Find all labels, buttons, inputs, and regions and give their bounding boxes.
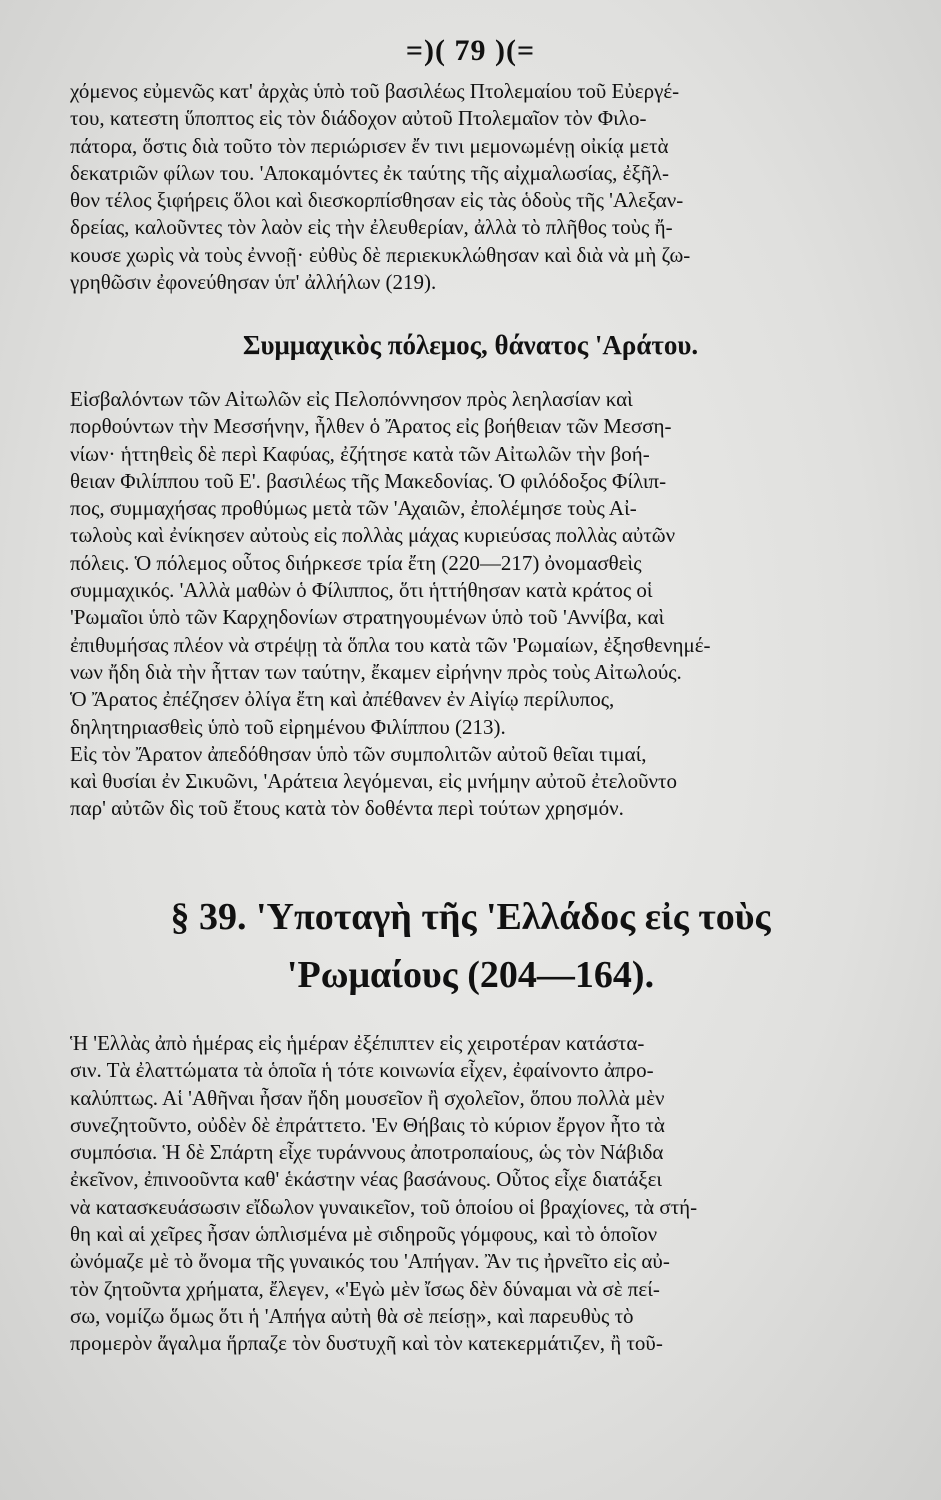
paragraph-2	[70, 386, 874, 823]
paragraph-3	[70, 1030, 874, 1358]
text-line: προμερὸν ἄγαλμα ἥρπαζε τὸν δυστυχῆ καὶ τὸν κατεκερμάτιζεν, ἢ τοῦ-	[70, 1331, 663, 1356]
text-line: νων ἤδη διὰ τὴν ἧτταν των ταύτην, ἔκαμεν εἰρήνην πρὸς τοὺς Αἰτωλούς.	[70, 659, 682, 684]
text-line: νίων· ἡττηθεὶς δὲ περὶ Καφύας, ἐζήτησε κατὰ τῶν Αἰτωλῶν τὴν βοή-	[70, 441, 650, 466]
text-line: πορθούντων τὴν Μεσσήνην, ἦλθεν ὁ Ἄρατος εἰς βοήθειαν τῶν Μεσση-	[70, 414, 672, 439]
text-line: Ὁ Ἄρατος ἐπέζησεν ὀλίγα ἔτη καὶ ἀπέθανεν ἐν Αἰγίῳ περίλυπος,	[70, 687, 615, 712]
text-line: πάτορα, ὅστις διὰ τοῦτο τὸν περιώρισεν ἔν τινι μεμονωμένῃ οἰκίᾳ μετὰ	[70, 133, 669, 158]
text-line: 'Ρωμαῖοι ὑπὸ τῶν Καρχηδονίων στρατηγουμένων ὑπὸ τοῦ 'Αννίβα, καὶ	[70, 605, 665, 630]
text-line: του, κατεστη ὕποπτος εἰς τὸν διάδοχον αὐτοῦ Πτολεμαῖον τὸν Φιλο-	[70, 106, 647, 131]
text-line: Ἡ 'Ελλὰς ἀπὸ ἡμέρας εἰς ἡμέραν ἐξέπιπτεν εἰς χειροτέραν κατάστα-	[70, 1031, 645, 1055]
text-line: σω, νομίζω ὅμως ὅτι ἡ 'Απήγα αὐτὴ θὰ σὲ πείσῃ», καὶ παρευθὺς τὸ	[70, 1303, 634, 1328]
text-line: καλύπτως. Αἱ 'Αθῆναι ἦσαν ἤδη μουσεῖον ἢ σχολεῖον, ὅπου πολλὰ μὲν	[70, 1085, 665, 1110]
text-line: ἐκεῖνον, ἐπινοοῦντα καθ' ἑκάστην νέας βασάνους. Οὗτος εἶχε διατάξει	[70, 1167, 663, 1192]
text-line: δεκατριῶν φίλων του. 'Αποκαμόντες ἐκ ταύτης τῆς αἰχμαλωσίας, ἐξῆλ-	[70, 160, 669, 185]
text-line: δηλητηριασθεὶς ὑπὸ τοῦ εἰρημένου Φιλίππου (213).	[70, 714, 506, 739]
text-line: Εἰς τὸν Ἄρατον ἀπεδόθησαν ὑπὸ τῶν συμπολιτῶν αὐτοῦ θεῖαι τιμαί,	[70, 741, 647, 766]
text-line: ἐπιθυμήσας πλέον νὰ στρέψῃ τὰ ὅπλα του κατὰ τῶν 'Ρωμαίων, ἐξησθενημέ-	[70, 632, 711, 657]
page-number-header: =)( 79 )(=	[405, 34, 536, 67]
text-line: νὰ κατασκευάσωσιν εἴδωλον γυναικεῖον, τοῦ ὁποίου οἱ βραχίονες, τὰ στή-	[70, 1194, 698, 1219]
text-line: τὸν ζητοῦντα χρήματα, ἔλεγεν, «'Εγὼ μὲν ἴσως δὲν δύναμαι νὰ σὲ πεί-	[70, 1276, 660, 1301]
text-line: θειαν Φιλίππου τοῦ Ε'. βασιλέως τῆς Μακεδονίας. Ὁ φιλόδοξος Φίλιπ-	[70, 468, 667, 493]
section-title-line-2: 'Ρωμαίους (204—164).	[286, 954, 655, 996]
text-line: συμμαχικός. 'Αλλὰ μαθὼν ὁ Φίλιππος, ὅτι ἡττήθησαν κατὰ κράτος οἱ	[70, 578, 653, 603]
paragraph-1	[70, 78, 874, 296]
subheading: Συμμαχικὸς πόλεμος, θάνατος 'Αράτου.	[242, 330, 699, 360]
section-title-line-1: § 39. 'Υποταγὴ τῆς 'Ελλάδος εἰς τοὺς	[170, 896, 771, 938]
text-line: πόλεις. Ὁ πόλεμος οὗτος διήρκεσε τρία ἔτη (220—217) ὀνομασθεὶς	[70, 550, 642, 575]
text-line: χόμενος εὐμενῶς κατ' ἀρχὰς ὑπὸ τοῦ βασιλέως Πτολεμαίου τοῦ Εὐεργέ-	[70, 79, 680, 103]
text-line: θη καὶ αἱ χεῖρες ἦσαν ὡπλισμένα μὲ σιδηροῦς γόμφους, καὶ τὸ ὁποῖον	[70, 1222, 658, 1247]
text-line: δρείας, καλοῦντες τὸν λαὸν εἰς τὴν ἐλευθερίαν, ἀλλὰ τὸ πλῆθος τοὺς ἤ-	[70, 215, 673, 240]
text-line: θον τέλος ξιφήρεις ὅλοι καὶ διεσκορπίσθησαν εἰς τὰς ὁδοὺς τῆς 'Αλεξαν-	[70, 188, 684, 213]
section-title	[0, 888, 941, 1004]
text-line: παρ' αὐτῶν δὶς τοῦ ἔτους κατὰ τὸν δοθέντα περὶ τούτων χρησμόν.	[70, 796, 624, 821]
text-line: ὠνόμαζε μὲ τὸ ὄνομα τῆς γυναικός του 'Απήγαν. Ἂν τις ἠρνεῖτο εἰς αὐ-	[70, 1249, 670, 1274]
text-line: τωλοὺς καὶ ἐνίκησεν αὐτοὺς εἰς πολλὰς μάχας κυριεύσας πολλὰς αὐτῶν	[70, 523, 676, 548]
text-line: σιν. Τὰ ἐλαττώματα τὰ ὁποῖα ἡ τότε κοινωνία εἶχεν, ἐφαίνοντο ἀπρο-	[70, 1058, 654, 1083]
text-line: γρηθῶσιν ἐφονεύθησαν ὑπ' ἀλλήλων (219).	[70, 270, 437, 295]
text-line: κουσε χωρὶς νὰ τοὺς ἐννοῇ· εὐθὺς δὲ περιεκυκλώθησαν καὶ διὰ νὰ μὴ ζω-	[70, 242, 691, 267]
text-line: πος, συμμαχήσας προθύμως μετὰ τῶν 'Αχαιῶν, ἐπολέμησε τοὺς Αἰ-	[70, 496, 637, 521]
text-line: καὶ θυσίαι ἐν Σικυῶνι, 'Αράτεια λεγόμεναι, εἰς μνήμην αὐτοῦ ἐτελοῦντο	[70, 769, 677, 794]
text-line: Εἰσβαλόντων τῶν Αἰτωλῶν εἰς Πελοπόννησον πρὸς λεηλασίαν καὶ	[70, 387, 633, 411]
text-line: συνεζητοῦντο, οὐδὲν δὲ ἐπράττετο. 'Εν Θήβαις τὸ κύριον ἔργον ἦτο τὰ	[70, 1112, 665, 1137]
text-line: συμπόσια. Ἡ δὲ Σπάρτη εἶχε τυράννους ἀποτροπαίους, ὡς τὸν Νάβιδα	[70, 1140, 664, 1165]
